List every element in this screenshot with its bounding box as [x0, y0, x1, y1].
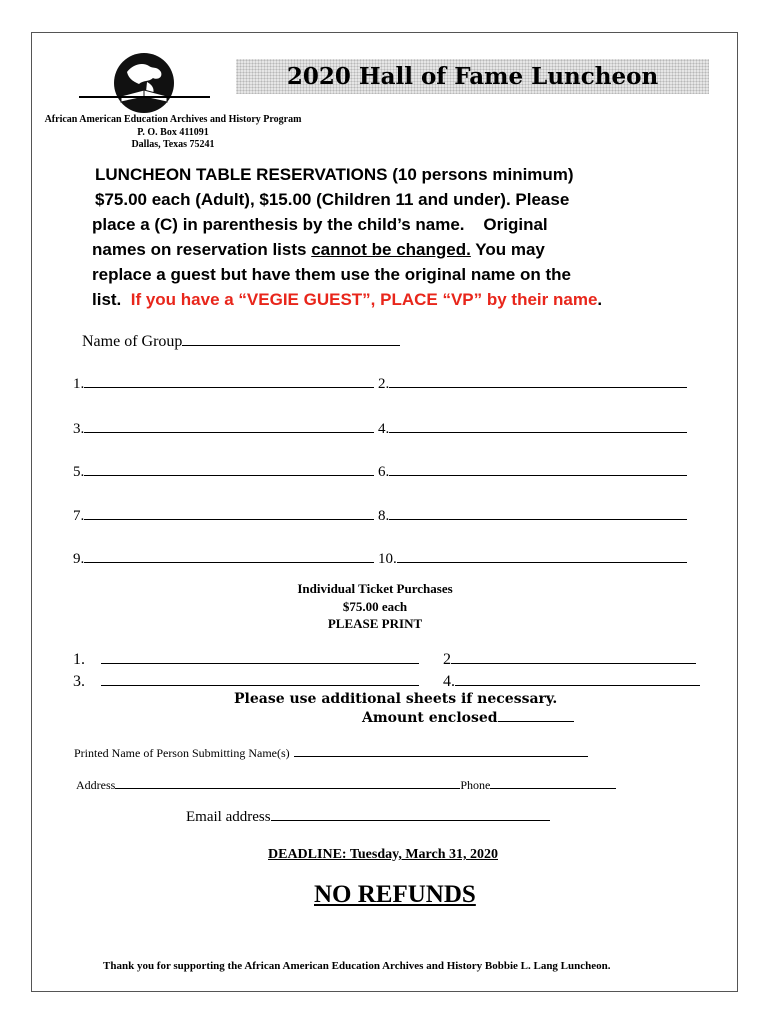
amount-enclosed-label: Amount enclosed: [362, 710, 498, 726]
individual-slot-1: [73, 651, 419, 669]
guest-name-field[interactable]: [84, 518, 374, 520]
slot-number: 5.: [73, 464, 85, 480]
address-label: Address: [76, 778, 116, 792]
table-slot-9: [73, 551, 374, 568]
address-field[interactable]: [115, 787, 460, 789]
submitter-name-field[interactable]: [294, 755, 588, 757]
amount-enclosed-field[interactable]: [498, 720, 574, 722]
slot-number: 1.: [73, 376, 85, 392]
guest-name-field[interactable]: [84, 561, 374, 563]
slot-number: 4.: [378, 421, 390, 437]
slot-number: 6.: [378, 464, 390, 480]
slot-number: 2.: [378, 376, 390, 392]
individual-slot-2: [443, 651, 696, 669]
globe-book-logo: [113, 52, 175, 114]
instruction-text: .: [597, 290, 603, 309]
slot-number: 3.: [73, 421, 85, 437]
phone-label: Phone: [460, 778, 491, 792]
guest-name-field[interactable]: [84, 431, 374, 433]
table-slot-6: [378, 464, 687, 481]
table-slot-10: [378, 551, 687, 568]
phone-field[interactable]: [490, 787, 616, 789]
instruction-text: list.: [92, 290, 131, 309]
instruction-line: place a (C) in parenthesis by the child’s name. Original: [92, 215, 548, 234]
amount-enclosed-row: [362, 710, 574, 726]
guest-name-field[interactable]: [389, 474, 687, 476]
slot-number: 3.: [73, 673, 85, 690]
guest-name-field[interactable]: [397, 561, 687, 563]
page-title: 2020 Hall of Fame Luncheon: [286, 63, 659, 90]
ticket-name-field[interactable]: [451, 662, 696, 664]
instruction-line: [92, 287, 602, 312]
email-row: [186, 809, 550, 826]
individual-slot-3: [73, 673, 419, 691]
instruction-line: LUNCHEON TABLE RESERVATIONS (10 persons minimum): [95, 165, 574, 184]
guest-name-field[interactable]: [84, 386, 374, 388]
ticket-name-field[interactable]: [101, 684, 419, 686]
table-slot-5: [73, 464, 374, 481]
individual-slot-4: [443, 673, 700, 691]
logo-underline: [79, 96, 210, 98]
ticket-name-field[interactable]: [455, 684, 700, 686]
table-slot-8: [378, 508, 687, 525]
table-slot-7: [73, 508, 374, 525]
slot-number: 4.: [443, 673, 455, 690]
slot-number: 9.: [73, 551, 85, 567]
guest-name-field[interactable]: [389, 431, 687, 433]
email-field[interactable]: [271, 819, 550, 821]
deadline: DEADLINE: Tuesday, March 31, 2020: [268, 847, 499, 862]
vegie-guest-notice: If you have a “VEGIE GUEST”, PLACE “VP” by their name: [130, 290, 598, 309]
title-banner: [236, 59, 709, 94]
org-name: African American Education Archives and History Program: [44, 114, 302, 125]
organization-address: [40, 114, 306, 152]
slot-number: 1.: [73, 651, 85, 668]
slot-number: 7.: [73, 508, 85, 524]
po-box: P. O. Box 411091: [137, 126, 209, 138]
reservation-instructions: [92, 162, 602, 312]
email-label: Email address: [186, 809, 271, 825]
no-refunds: NO REFUNDS: [314, 881, 476, 908]
individual-price: $75.00 each: [342, 598, 408, 614]
table-slot-4: [378, 421, 687, 438]
please-print: PLEASE PRINT: [327, 616, 423, 631]
slot-number: 2: [443, 651, 451, 668]
guest-name-field[interactable]: [389, 386, 687, 388]
instruction-line: [92, 237, 602, 262]
additional-sheets-note: Please use additional sheets if necessary.: [234, 691, 558, 707]
instruction-line: $75.00 each (Adult), $15.00 (Children 11 and under). Please: [95, 190, 570, 209]
address-phone-row: [76, 778, 616, 793]
group-name-field[interactable]: [182, 344, 400, 346]
submitter-name-row: [74, 746, 588, 761]
guest-name-field[interactable]: [84, 474, 374, 476]
instruction-text: You may: [470, 240, 545, 259]
slot-number: 8.: [378, 508, 390, 524]
guest-name-field[interactable]: [389, 518, 687, 520]
ticket-name-field[interactable]: [101, 662, 419, 664]
group-name-label: Name of Group: [82, 333, 183, 350]
footer-thanks: Thank you for supporting the African American Education Archives and History Bobbie L. Lang Luncheon.: [103, 960, 611, 972]
instruction-text: names on reservation lists: [92, 240, 312, 259]
instruction-line: replace a guest but have them use the original name on the: [92, 265, 571, 284]
group-name-row: [82, 333, 400, 351]
slot-number: 10.: [378, 551, 397, 567]
city-state: Dallas, Texas 75241: [131, 139, 215, 150]
individual-heading: Individual Ticket Purchases: [297, 581, 453, 596]
submitter-name-label: Printed Name of Person Submitting Name(s): [74, 746, 290, 760]
table-slot-1: [73, 376, 374, 393]
no-change-notice: cannot be changed.: [311, 240, 471, 259]
individual-tickets-section: [275, 580, 475, 633]
table-slot-3: [73, 421, 374, 438]
table-slot-2: [378, 376, 687, 393]
